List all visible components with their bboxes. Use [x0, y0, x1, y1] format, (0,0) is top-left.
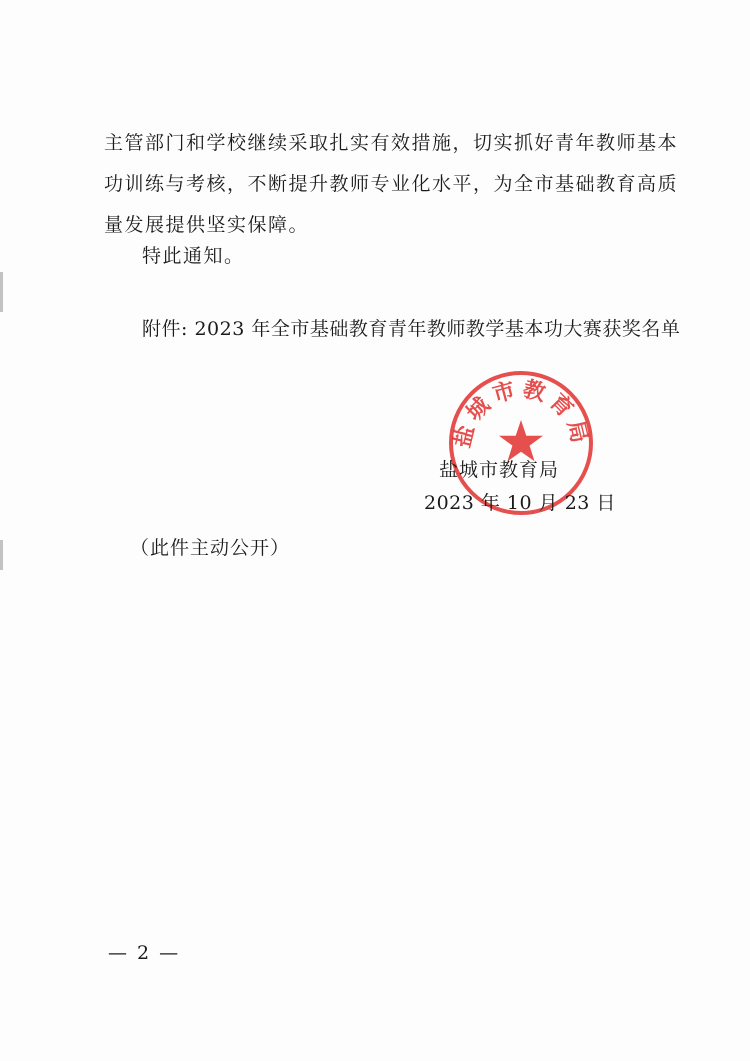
closing-text: 特此通知。 [142, 245, 245, 267]
scan-edge-mark [0, 272, 3, 312]
page-number: — 2 — [108, 942, 181, 964]
scan-edge-mark [0, 540, 3, 570]
issuer-name: 盐城市教育局 [439, 459, 560, 481]
seal-text: 盐城市教育局 [449, 375, 594, 451]
attachment-line: 附件: 2023 年全市基础教育青年教师教学基本功大赛获奖名单 [142, 318, 681, 340]
paragraph-line: 功训练与考核，不断提升教师专业化水平，为全市基础教育高质 [104, 173, 679, 195]
paragraph-line: 量发展提供坚实保障。 [104, 214, 310, 236]
paragraph-line: 主管部门和学校继续采取扎实有效措施，切实抓好青年教师基本 [104, 132, 679, 154]
disclosure-note: （此件主动公开） [130, 537, 291, 559]
seal-star-icon [499, 420, 543, 461]
issue-date: 2023 年 10 月 23 日 [424, 492, 616, 514]
